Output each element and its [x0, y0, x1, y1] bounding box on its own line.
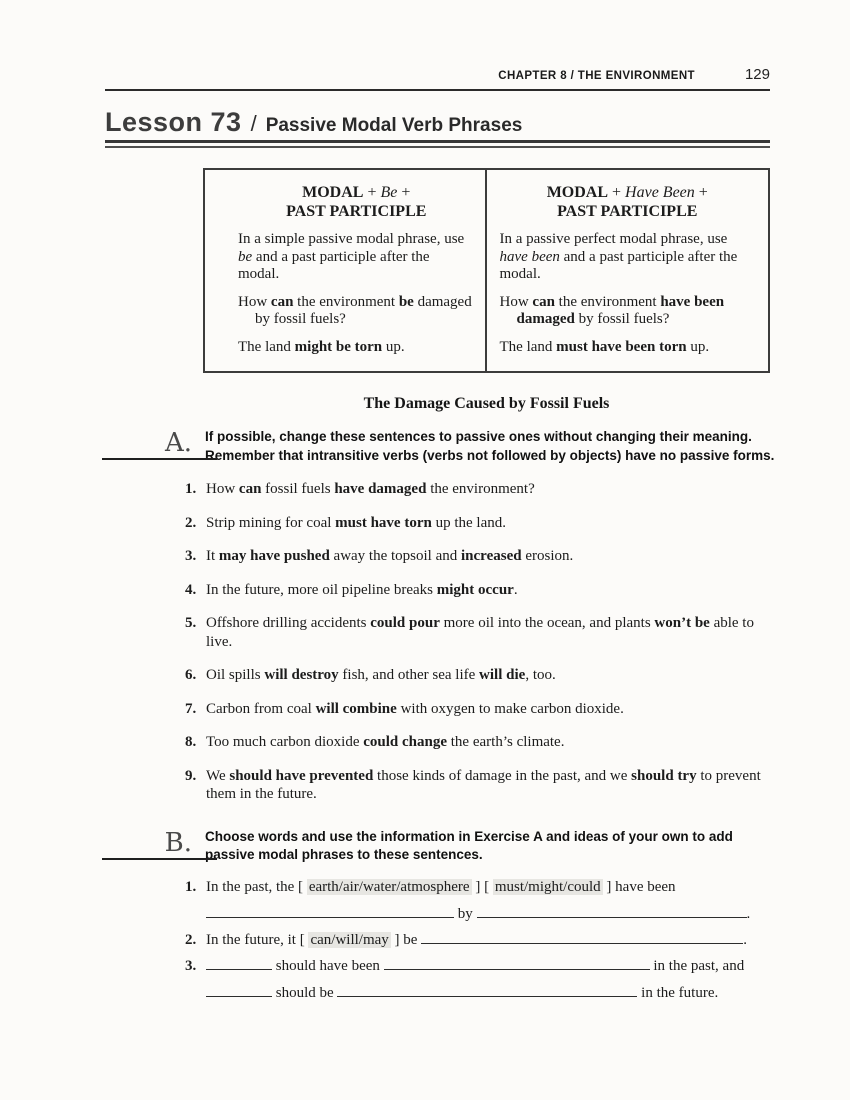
- exercise-a: [105, 428, 775, 804]
- running-header: [105, 66, 770, 91]
- grammar-left-heading: [238, 183, 475, 221]
- item-number: 1.: [185, 878, 197, 895]
- grammar-left-heading-line1: MODAL + Be +: [302, 184, 411, 201]
- grammar-right-heading: [500, 183, 756, 221]
- fill-in-line: should be in the future.: [206, 984, 769, 1003]
- grammar-box-left-column: [205, 170, 487, 371]
- lesson-number: Lesson 73: [105, 107, 242, 137]
- item-number: 5.: [185, 615, 197, 631]
- grammar-right-example-1: How can the environment have been damaged by fossil fuels?: [499, 293, 725, 327]
- item-number: 6.: [185, 667, 197, 683]
- page-content: [105, 0, 775, 1010]
- exercise-b-items: [185, 878, 770, 1003]
- exercise-b-instructions: Choose words and use the information in Exercise A and ideas of your own to add passive modal phrases to these sentences.: [205, 828, 733, 862]
- list-item: [185, 547, 770, 566]
- item-text: Strip mining for coal must have torn up the land.: [206, 514, 506, 531]
- list-item: [185, 514, 770, 533]
- grammar-left-example-2: The land might be torn up.: [238, 338, 405, 355]
- lesson-heading: [105, 107, 770, 143]
- item-text: [206, 878, 769, 924]
- exercise-b-label: B.: [102, 824, 217, 860]
- item-number: 9.: [185, 767, 197, 784]
- item-text: Oil spills will destroy fish, and other sea life will die, too.: [206, 667, 556, 683]
- item-number: 3.: [185, 957, 197, 974]
- lesson-separator: /: [250, 111, 257, 136]
- exercise-a-instructions: If possible, change these sentences to passive ones without changing their meaning. Remember that intransitive verbs (verbs not followed by objects) have no passive forms.: [205, 429, 775, 463]
- list-item: [185, 581, 770, 600]
- grammar-right-example-2: The land must have been torn up.: [499, 338, 710, 355]
- exercise-a-items: [185, 480, 770, 804]
- list-item: [185, 767, 770, 804]
- item-number: 2.: [185, 931, 197, 948]
- grammar-right-rule-text: In a passive perfect modal phrase, use have been and a past participle after the modal.: [499, 231, 738, 282]
- item-number: 8.: [185, 734, 197, 750]
- fill-in-line: In the future, it [ can/will/may ] be .: [206, 931, 747, 948]
- section-title: The Damage Caused by Fossil Fuels: [363, 395, 610, 412]
- grammar-left-heading-line2: PAST PARTICIPLE: [286, 203, 427, 220]
- item-text: [206, 957, 769, 1003]
- list-item: [185, 957, 770, 1003]
- list-item: [185, 614, 770, 651]
- page-number: 129: [744, 66, 770, 83]
- fill-in-line: by .: [206, 905, 769, 924]
- item-number: 4.: [185, 581, 197, 598]
- list-item: [185, 700, 770, 719]
- list-item: [185, 480, 770, 499]
- item-text: It may have pushed away the topsoil and increased erosion.: [206, 548, 574, 564]
- item-number: 7.: [185, 700, 197, 717]
- item-text: We should have prevented those kinds of damage in the past, and we should try to prevent them in the future.: [206, 767, 761, 802]
- exercise-a-label: A.: [102, 424, 217, 460]
- chapter-header: CHAPTER 8 / THE ENVIRONMENT: [498, 70, 695, 82]
- item-number: 2.: [185, 514, 197, 531]
- grammar-left-example-1: How can the environment be damaged by fossil fuels?: [238, 293, 472, 327]
- item-text: Carbon from coal will combine with oxygen to make carbon dioxide.: [206, 700, 624, 717]
- item-text: Too much carbon dioxide could change the earth’s climate.: [206, 734, 565, 750]
- fill-in-line: should have been in the past, and: [206, 957, 769, 976]
- item-text: In the future, more oil pipeline breaks might occur.: [206, 581, 518, 598]
- list-item: [185, 733, 770, 752]
- list-item: [185, 931, 770, 950]
- item-number: 3.: [185, 548, 197, 564]
- fill-in-line: In the past, the [ earth/air/water/atmosphere ] [ must/might/could ] have been: [206, 878, 676, 895]
- grammar-left-rule-text: In a simple passive modal phrase, use be and a past participle after the modal.: [238, 231, 465, 282]
- grammar-right-heading-line1: MODAL + Have Been +: [546, 184, 708, 201]
- item-text: How can fossil fuels have damaged the environment?: [206, 481, 535, 497]
- lesson-title: Passive Modal Verb Phrases: [265, 115, 523, 136]
- grammar-right-heading-line2: PAST PARTICIPLE: [557, 203, 698, 220]
- lesson-heading-rule: [105, 107, 770, 148]
- item-number: 1.: [185, 481, 197, 497]
- grammar-rule-box: [203, 168, 770, 373]
- list-item: [185, 666, 770, 685]
- exercise-b: [105, 828, 770, 1003]
- list-item: [185, 878, 770, 924]
- item-text: Offshore drilling accidents could pour more oil into the ocean, and plants won’t be able to live.: [206, 615, 754, 650]
- item-text: [206, 931, 769, 950]
- grammar-box-right-column: [487, 170, 769, 371]
